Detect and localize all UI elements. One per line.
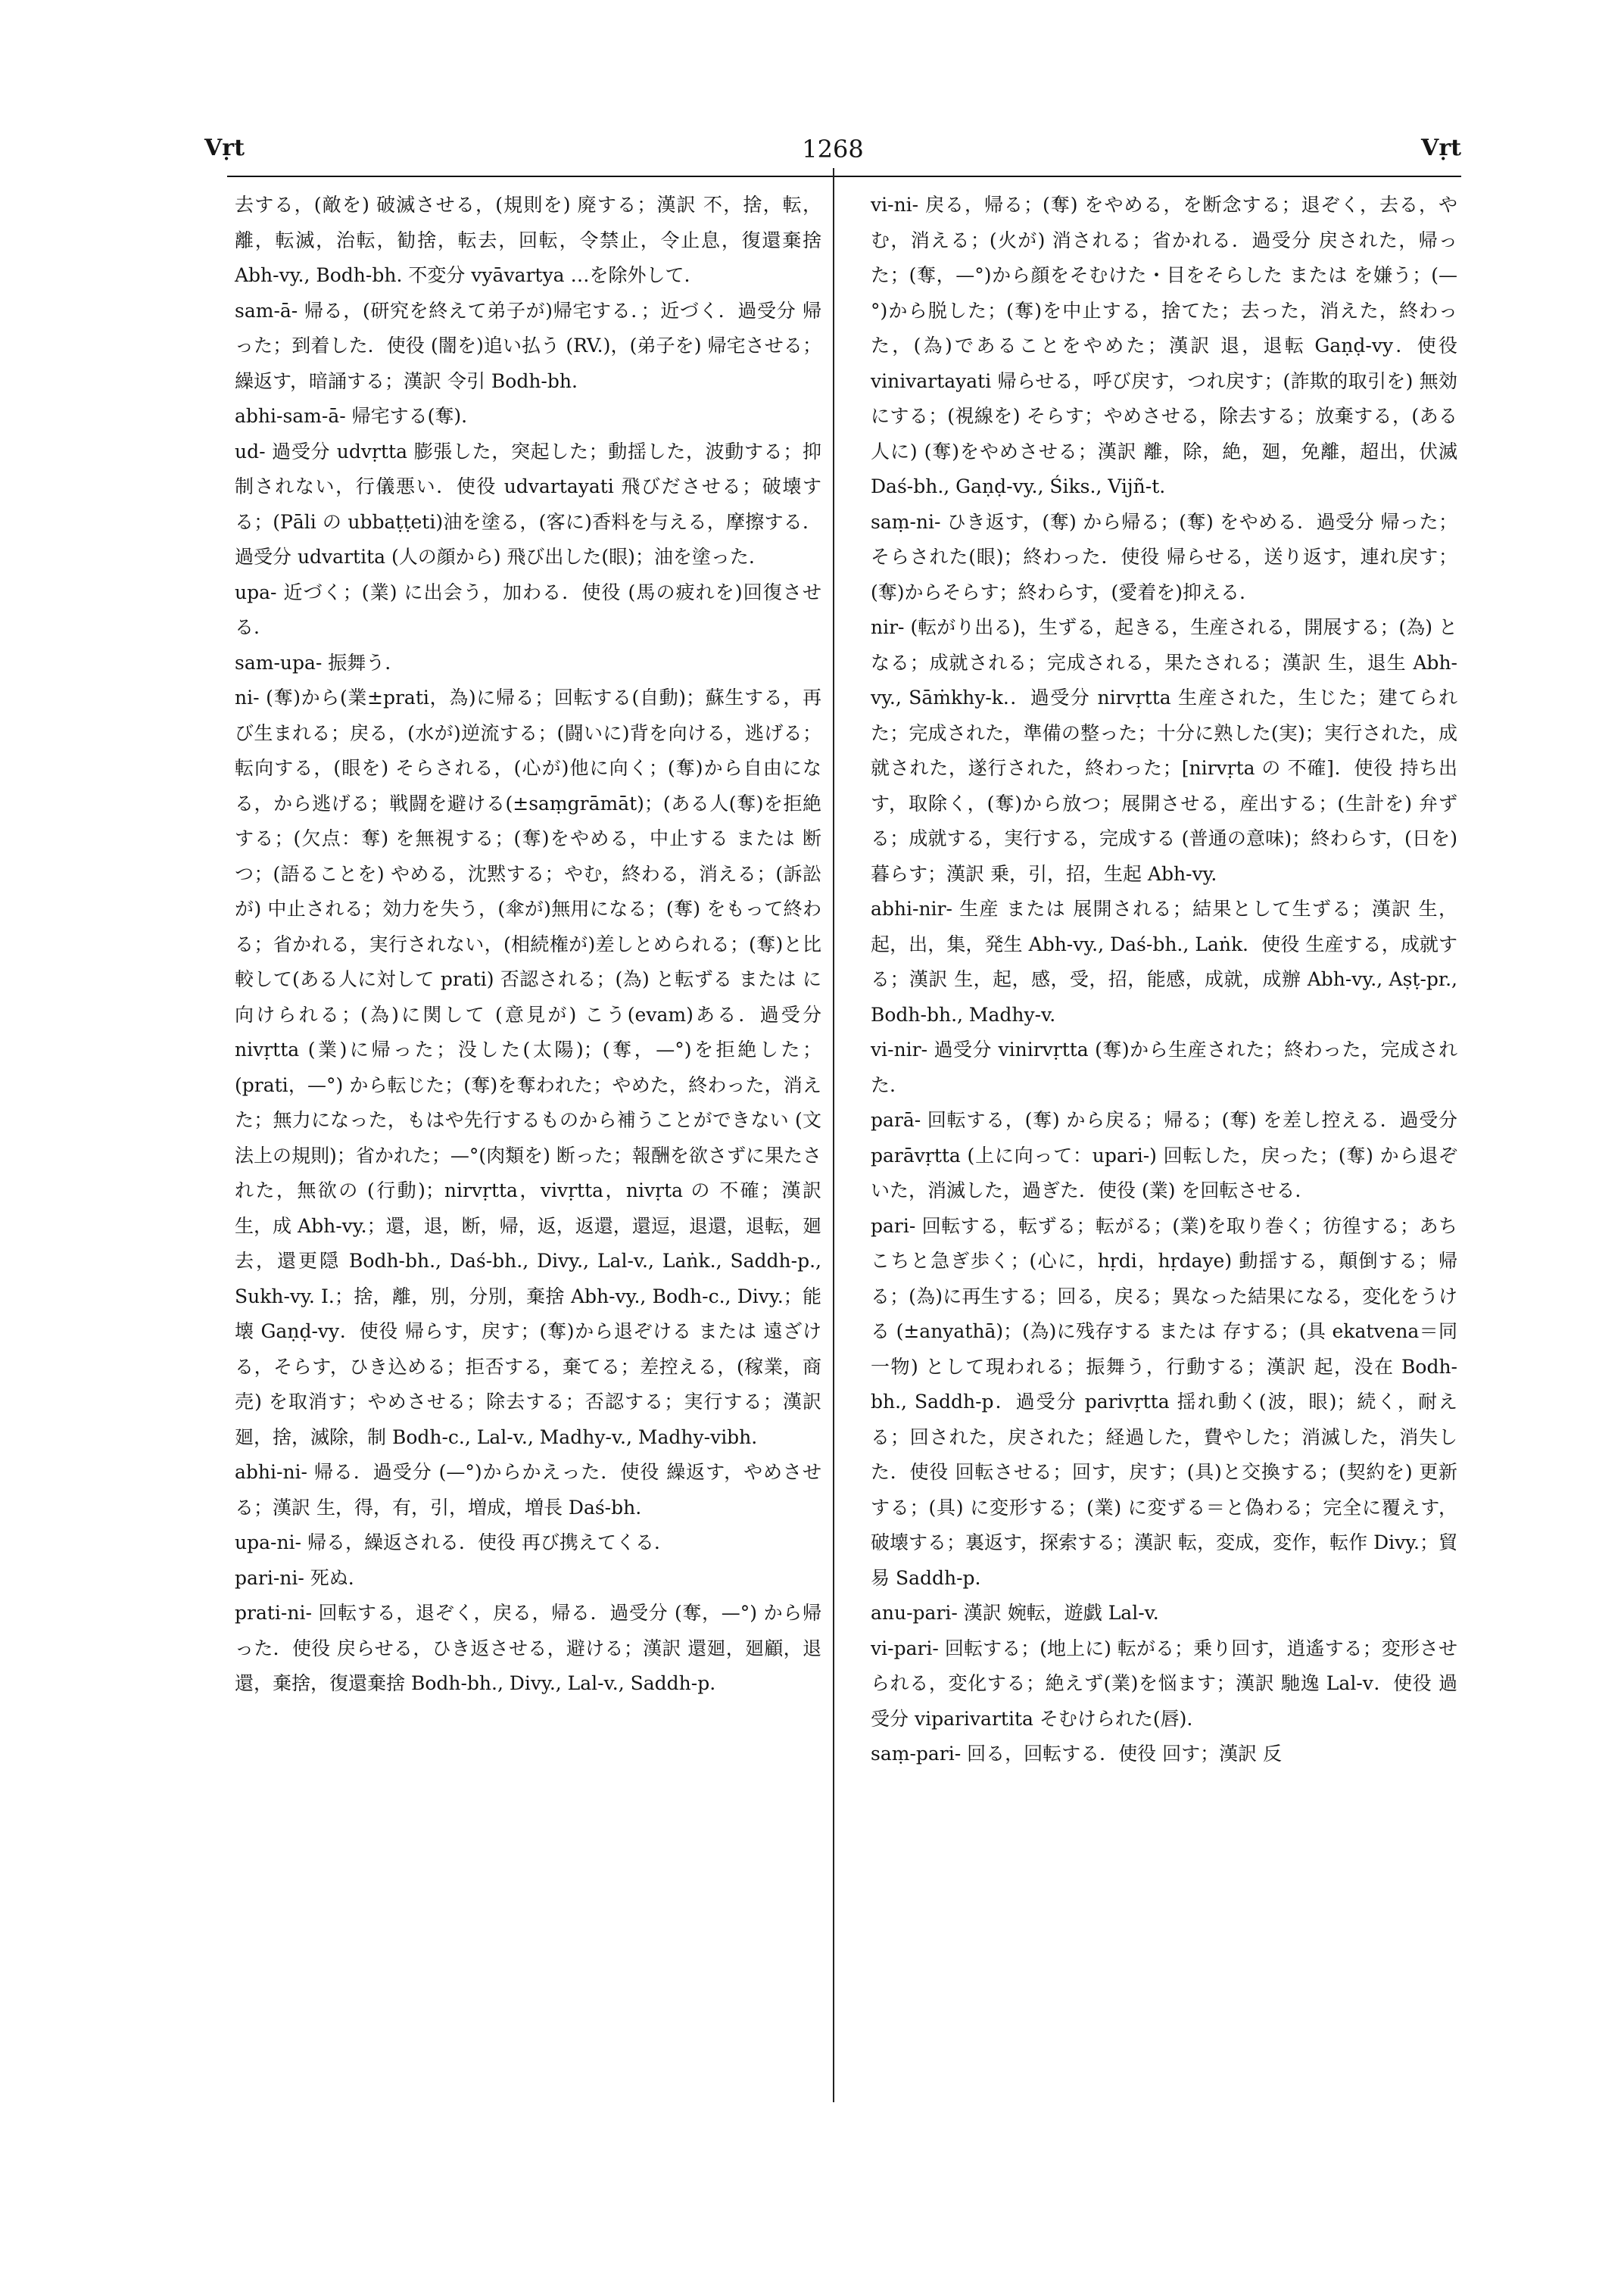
left-running-head: Vṛt (204, 135, 245, 161)
dictionary-entry: vi-nir- 過受分 vinirvṛtta (奪)から生産された；終わった，完成された. (871, 1039, 1457, 1096)
dictionary-entry: ud- 過受分 udvṛtta 膨張した，突起した；動揺した，波動する；抑制されない，行儀悪い．使役 udvartayati 飛びださせる；破壊する；(Pāli の ubbaṭṭeti)油を塗る，(客に)香料を与える，摩擦する．過受分 udvartita (人の顔から) 飛び出した(眼)；油を塗った. (235, 440, 821, 568)
right-column (871, 188, 1457, 1772)
dictionary-entry: pari-ni- 死ぬ. (235, 1566, 354, 1589)
header-rule (227, 176, 1461, 177)
dictionary-entry: prati-ni- 回転する，退ぞく，戻る，帰る．過受分 (奪，—°) から帰った．使役 戻らせる，ひき返させる，避ける；漢訳 還廻，廻顧，退還，棄捨，復還棄捨 Bodh-bh., Divy., Lal-v., Saddh-p. (235, 1602, 821, 1694)
dictionary-entry: upa-ni- 帰る，繰返される．使役 再び携えてくる. (235, 1531, 660, 1553)
dictionary-entry: sam-ā- 帰る，(研究を終えて弟子が)帰宅する．；近づく．過受分 帰った；到着した．使役 (闇を)追い払う (RV.)，(弟子を) 帰宅させる；繰返す，暗誦する；漢訳 令引 Bodh-bh. (235, 299, 821, 392)
column-divider (833, 168, 834, 2102)
dictionary-entry: 去する，(敵を) 破滅させる，(規則を) 廃する；漢訳 不，捨，転，離，転滅，治転，勧捨，転去，回転，令禁止，令止息，復還棄捨 Abh-vy., Bodh-bh. 不変分 vyāvartya …を除外して. (235, 194, 821, 286)
dictionary-entry: sam-upa- 振舞う. (235, 651, 391, 674)
right-running-head: Vṛt (1421, 135, 1461, 161)
dictionary-entry: pari- 回転する，転ずる；転がる；(業)を取り巻く；彷徨する；あちこちと急ぎ歩く；(心に，hṛdi，hṛdaye) 動揺する，顛倒する；帰る；(為)に再生する；回る，戻る；異なった結果になる，変化をうける (±anyathā)；(為)に残存する または 存する；(具 ekatvena＝同一物) として現われる；振舞う，行動する；漢訳 起，没在 Bodh-bh., Saddh-p．過受分 parivṛtta 揺れ動く(波，眼)；続く，耐える；回された，戻された；経過した，費やした；消滅した，消失した．使役 回転させる；回す，戻す；(具)と交換する；(契約を) 更新する；(具) に変形する；(業) に変ずる＝と偽わる；完全に覆えす，破壊する；裏返す，探索する；漢訳 転，変成，変作，転作 Divy.；貿易 Saddh-p. (871, 1214, 1457, 1589)
dictionary-entry: vi-ni- 戻る，帰る；(奪) をやめる，を断念する；退ぞく，去る，やむ，消える；(火が) 消される；省かれる．過受分 戻された，帰った；(奪，—°)から顔をそむけた・目をそらした または を嫌う；(—°)から脱した；(奪)を中止する，捨てた；去った，消えた，終わった，(為)であることをやめた；漢訳 退，退転 Gaṇḍ-vy．使役 vinivartayati 帰らせる，呼び戻す，つれ戻す；(詐欺的取引を) 無効にする；(視線を) そらす；やめさせる，除去する；放棄する，(ある人に) (奪)をやめさせる；漢訳 離，除，絶，廻，免離，超出，伏滅 Daś-bh., Gaṇḍ-vy., Śiks., Vijñ-t. (871, 194, 1457, 497)
dictionary-entry: ni- (奪)から(業±prati，為)に帰る；回転する(自動)；蘇生する，再び生まれる；戻る，(水が)逆流する；(闘いに)背を向ける，逃げる；転向する，(眼を) そらされる，(心が)他に向く；(奪)から自由になる，から逃げる；戦闘を避ける(±saṃgrāmāt)；(ある人(奪)を拒絶する；(欠点：奪) を無視する；(奪)をやめる，中止する または 断つ；(語ることを) やめる，沈黙する；やむ，終わる，消える；(訴訟が) 中止される；効力を失う，(傘が)無用になる；(奪) をもって終わる；省かれる，実行されない，(相続権が)差しとめられる；(奪)と比較して(ある人に対して prati) 否認される；(為) と転ずる または に向けられる；(為)に関して (意見が) こう(evam)ある．過受分 nivṛtta (業)に帰った；没した(太陽)；(奪，—°)を拒絶した；(prati，—°) から転じた；(奪)を奪われた；やめた，終わった，消えた；無力になった，もはや先行するものから補うことができない (文法上の規則)；省かれた；—°(肉類を) 断った；報酬を欲さずに果たされた，無欲の (行動)；nirvṛtta，vivṛtta，nivṛta の 不確；漢訳 生，成 Abh-vy.；還，退，断，帰，返，返還，還逗，退還，退転，廻去，還更隠 Bodh-bh., Daś-bh., Divy., Lal-v., Laṅk., Saddh-p., Sukh-vy. I.；捨，離，別，分別，棄捨 Abh-vy., Bodh-c., Divy.；能壊 Gaṇḍ-vy．使役 帰らす，戻す；(奪)から退ぞける または 遠ざける，そらす，ひき込める；拒否する，棄てる；差控える，(稼業，商売) を取消す；やめさせる；除去する；否認する；実行する；漢訳 廻，捨，滅除，制 Bodh-c., Lal-v., Madhy-v., Madhy-vibh. (235, 687, 821, 1448)
dictionary-entry: abhi-nir- 生産 または 展開される；結果として生ずる；漢訳 生，起，出，集，発生 Abh-vy., Daś-bh., Laṅk．使役 生産する，成就する；漢訳 生，起，感，受，招，能感，成就，成辦 Abh-vy., Aṣṭ-pr., Bodh-bh., Madhy-v. (871, 898, 1457, 1026)
dictionary-entry: vi-pari- 回転する；(地上に) 転がる；乗り回す，逍遙する；変形させられる，変化する；絶えず(業)を悩ます；漢訳 馳逸 Lal-v．使役 過受分 viparivartita そむけられた(唇). (871, 1637, 1457, 1730)
running-header (204, 135, 1461, 173)
dictionary-entry: abhi-sam-ā- 帰宅する(奪). (235, 405, 468, 427)
left-column (235, 188, 821, 1702)
dictionary-entry: saṃ-pari- 回る，回転する．使役 回す；漢訳 反 (871, 1743, 1283, 1765)
dictionary-entry: abhi-ni- 帰る．過受分 (—°)からかえった．使役 繰返す，やめさせる；漢訳 生，得，有，引，増成，増長 Daś-bh. (235, 1461, 821, 1519)
dictionary-entry: upa- 近づく；(業) に出会う，加わる．使役 (馬の疲れを)回復させる. (235, 581, 821, 638)
dictionary-entry: saṃ-ni- ひき返す，(奪) から帰る；(奪) をやめる．過受分 帰った；そらされた(眼)；終わった．使役 帰らせる，送り返す，連れ戻す；(奪)からそらす；終わらす，(愛着を)抑える. (871, 510, 1457, 603)
dictionary-entry: parā- 回転する，(奪) から戻る；帰る；(奪) を差し控える．過受分 parāvṛtta (上に向って：upari-) 回転した，戻った；(奪) から退ぞいた，消滅した，過ぎた．使役 (業) を回転させる. (871, 1109, 1457, 1201)
page-number: 1268 (802, 135, 864, 164)
dictionary-entry: anu-pari- 漢訳 婉転，遊戯 Lal-v. (871, 1602, 1159, 1624)
dictionary-entry: nir- (転がり出る)，生ずる，起きる，生産される，開展する；(為) となる；成就される；完成される，果たされる；漢訳 生，退生 Abh-vy., Sāṁkhy-k.．過受分 nirvṛtta 生産された，生じた；建てられた；完成された，準備の整った；十分に熟した(実)；実行された，成就された，遂行された，終わった；[nirvṛta の 不確]．使役 持ち出す，取除く，(奪)から放つ；展開させる，産出する；(生計を) 弁ずる；成就する，実行する，完成する (普通の意味)；終わらす，(日を)暮らす；漢訳 乗，引，招，生起 Abh-vy. (871, 616, 1457, 885)
